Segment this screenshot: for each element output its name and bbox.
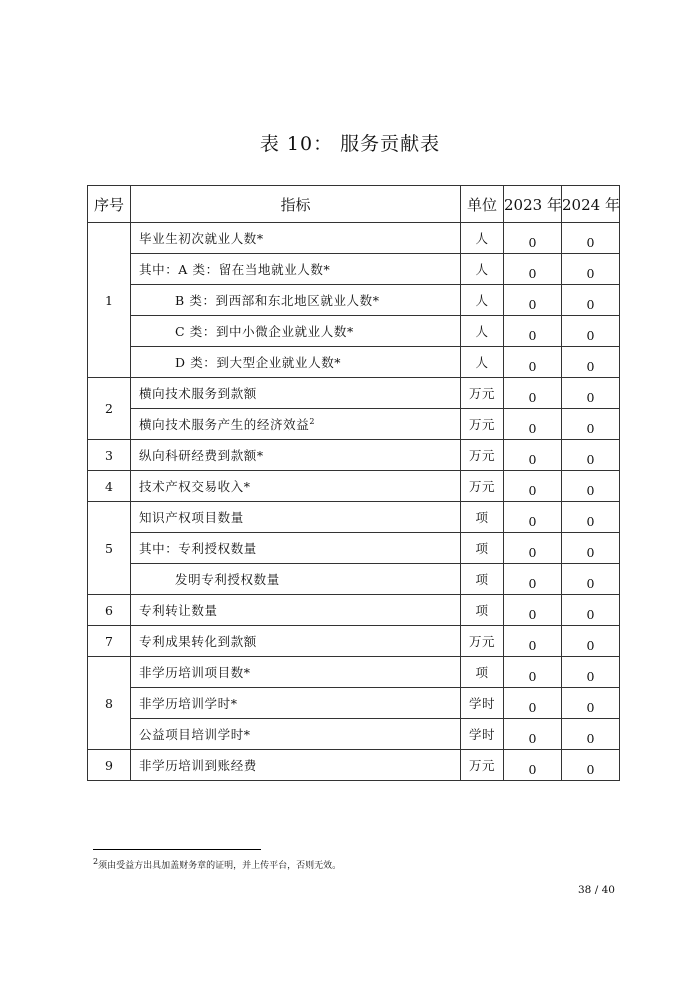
indicator-text: C 类：到中小微企业就业人数* xyxy=(175,324,354,339)
value-2024-cell: 0 xyxy=(562,285,620,316)
table-row xyxy=(88,719,620,750)
unit-cell: 项 xyxy=(461,564,504,595)
table-row xyxy=(88,533,620,564)
indicator-cell xyxy=(131,378,461,409)
indicator-cell xyxy=(131,657,461,688)
value-2024-cell: 0 xyxy=(562,564,620,595)
unit-cell: 项 xyxy=(461,595,504,626)
table-row xyxy=(88,657,620,688)
indicator-text: 纵向科研经费到款额* xyxy=(139,448,264,463)
value-2023-cell: 0 xyxy=(504,409,562,440)
indicator-cell xyxy=(131,502,461,533)
indicator-cell xyxy=(131,285,461,316)
indicator-text: 非学历培训项目数* xyxy=(139,665,251,680)
indicator-cell xyxy=(131,595,461,626)
indicator-cell xyxy=(131,688,461,719)
table-row xyxy=(88,626,620,657)
unit-cell: 人 xyxy=(461,285,504,316)
indicator-cell xyxy=(131,626,461,657)
value-2024-cell: 0 xyxy=(562,471,620,502)
indicator-text: 其中：A 类：留在当地就业人数* xyxy=(139,262,331,277)
unit-cell: 万元 xyxy=(461,750,504,781)
table-row xyxy=(88,564,620,595)
header-indicator: 指标 xyxy=(131,186,461,223)
unit-cell: 项 xyxy=(461,533,504,564)
unit-cell: 项 xyxy=(461,657,504,688)
unit-cell: 万元 xyxy=(461,378,504,409)
value-2024-cell: 0 xyxy=(562,254,620,285)
value-2023-cell: 0 xyxy=(504,254,562,285)
indicator-text: B 类：到西部和东北地区就业人数* xyxy=(175,293,380,308)
value-2023-cell: 0 xyxy=(504,564,562,595)
indicator-cell xyxy=(131,347,461,378)
header-unit: 单位 xyxy=(461,186,504,223)
table-row xyxy=(88,347,620,378)
indicator-cell xyxy=(131,564,461,595)
indicator-cell xyxy=(131,533,461,564)
table-row xyxy=(88,378,620,409)
unit-cell: 人 xyxy=(461,347,504,378)
indicator-cell xyxy=(131,254,461,285)
value-2023-cell: 0 xyxy=(504,223,562,254)
indicator-text: 横向技术服务产生的经济效益 xyxy=(139,417,310,432)
unit-cell: 学时 xyxy=(461,719,504,750)
table-row xyxy=(88,440,620,471)
seq-cell: 8 xyxy=(88,657,131,750)
value-2023-cell: 0 xyxy=(504,750,562,781)
indicator-text: 发明专利授权数量 xyxy=(175,572,280,587)
seq-cell: 5 xyxy=(88,502,131,595)
unit-cell: 人 xyxy=(461,254,504,285)
value-2024-cell: 0 xyxy=(562,657,620,688)
indicator-text: 横向技术服务到款额 xyxy=(139,386,257,401)
indicator-cell xyxy=(131,409,461,440)
indicator-cell xyxy=(131,471,461,502)
indicator-text: 公益项目培训学时* xyxy=(139,727,251,742)
seq-cell: 7 xyxy=(88,626,131,657)
table-row xyxy=(88,688,620,719)
indicator-text: 专利成果转化到款额 xyxy=(139,634,257,649)
seq-cell: 9 xyxy=(88,750,131,781)
footnote-ref: 2 xyxy=(309,416,316,426)
value-2023-cell: 0 xyxy=(504,688,562,719)
value-2024-cell: 0 xyxy=(562,688,620,719)
value-2023-cell: 0 xyxy=(504,595,562,626)
value-2023-cell: 0 xyxy=(504,533,562,564)
unit-cell: 项 xyxy=(461,502,504,533)
footnote-text: 须由受益方出具加盖财务章的证明，并上传平台，否则无效。 xyxy=(98,861,342,871)
unit-cell: 万元 xyxy=(461,409,504,440)
value-2024-cell: 0 xyxy=(562,440,620,471)
value-2023-cell: 0 xyxy=(504,347,562,378)
value-2023-cell: 0 xyxy=(504,626,562,657)
header-seq: 序号 xyxy=(88,186,131,223)
table-row xyxy=(88,285,620,316)
seq-cell: 4 xyxy=(88,471,131,502)
value-2024-cell: 0 xyxy=(562,719,620,750)
value-2024-cell: 0 xyxy=(562,223,620,254)
value-2024-cell: 0 xyxy=(562,750,620,781)
table-title: 表 10： 服务贡献表 xyxy=(259,133,441,155)
indicator-cell xyxy=(131,223,461,254)
indicator-text: 知识产权项目数量 xyxy=(139,510,244,525)
value-2024-cell: 0 xyxy=(562,626,620,657)
value-2023-cell: 0 xyxy=(504,471,562,502)
unit-cell: 万元 xyxy=(461,626,504,657)
indicator-cell xyxy=(131,750,461,781)
table-row xyxy=(88,409,620,440)
header-2024: 2024 年 xyxy=(562,186,620,223)
value-2023-cell: 0 xyxy=(504,502,562,533)
value-2024-cell: 0 xyxy=(562,409,620,440)
value-2023-cell: 0 xyxy=(504,316,562,347)
table-row xyxy=(88,750,620,781)
value-2023-cell: 0 xyxy=(504,440,562,471)
value-2023-cell: 0 xyxy=(504,378,562,409)
unit-cell: 人 xyxy=(461,223,504,254)
indicator-text: 非学历培训到账经费 xyxy=(139,758,257,773)
page-number: 38 / 40 xyxy=(578,884,615,896)
value-2023-cell: 0 xyxy=(504,285,562,316)
table-row xyxy=(88,254,620,285)
seq-cell: 2 xyxy=(88,378,131,440)
table-row xyxy=(88,223,620,254)
table-row xyxy=(88,316,620,347)
value-2024-cell: 0 xyxy=(562,533,620,564)
seq-cell: 3 xyxy=(88,440,131,471)
footnote-marker: 2 xyxy=(93,857,99,866)
value-2024-cell: 0 xyxy=(562,316,620,347)
footnote-separator xyxy=(93,849,261,850)
indicator-text: 毕业生初次就业人数* xyxy=(139,231,264,246)
indicator-cell xyxy=(131,440,461,471)
indicator-cell xyxy=(131,316,461,347)
footnote xyxy=(93,857,341,871)
value-2024-cell: 0 xyxy=(562,347,620,378)
indicator-text: 专利转让数量 xyxy=(139,603,218,618)
value-2024-cell: 0 xyxy=(562,502,620,533)
unit-cell: 人 xyxy=(461,316,504,347)
unit-cell: 万元 xyxy=(461,440,504,471)
value-2024-cell: 0 xyxy=(562,595,620,626)
unit-cell: 万元 xyxy=(461,471,504,502)
indicator-text: 非学历培训学时* xyxy=(139,696,238,711)
indicator-text: D 类：到大型企业就业人数* xyxy=(175,355,342,370)
table-header-row xyxy=(88,186,620,223)
value-2023-cell: 0 xyxy=(504,719,562,750)
header-2023: 2023 年 xyxy=(504,186,562,223)
value-2024-cell: 0 xyxy=(562,378,620,409)
seq-cell: 6 xyxy=(88,595,131,626)
seq-cell: 1 xyxy=(88,223,131,378)
indicator-text: 其中：专利授权数量 xyxy=(139,541,257,556)
value-2023-cell: 0 xyxy=(504,657,562,688)
unit-cell: 学时 xyxy=(461,688,504,719)
table-row xyxy=(88,595,620,626)
service-contribution-table xyxy=(87,185,620,781)
table-row xyxy=(88,471,620,502)
indicator-cell xyxy=(131,719,461,750)
indicator-text: 技术产权交易收入* xyxy=(139,479,251,494)
table-row xyxy=(88,502,620,533)
